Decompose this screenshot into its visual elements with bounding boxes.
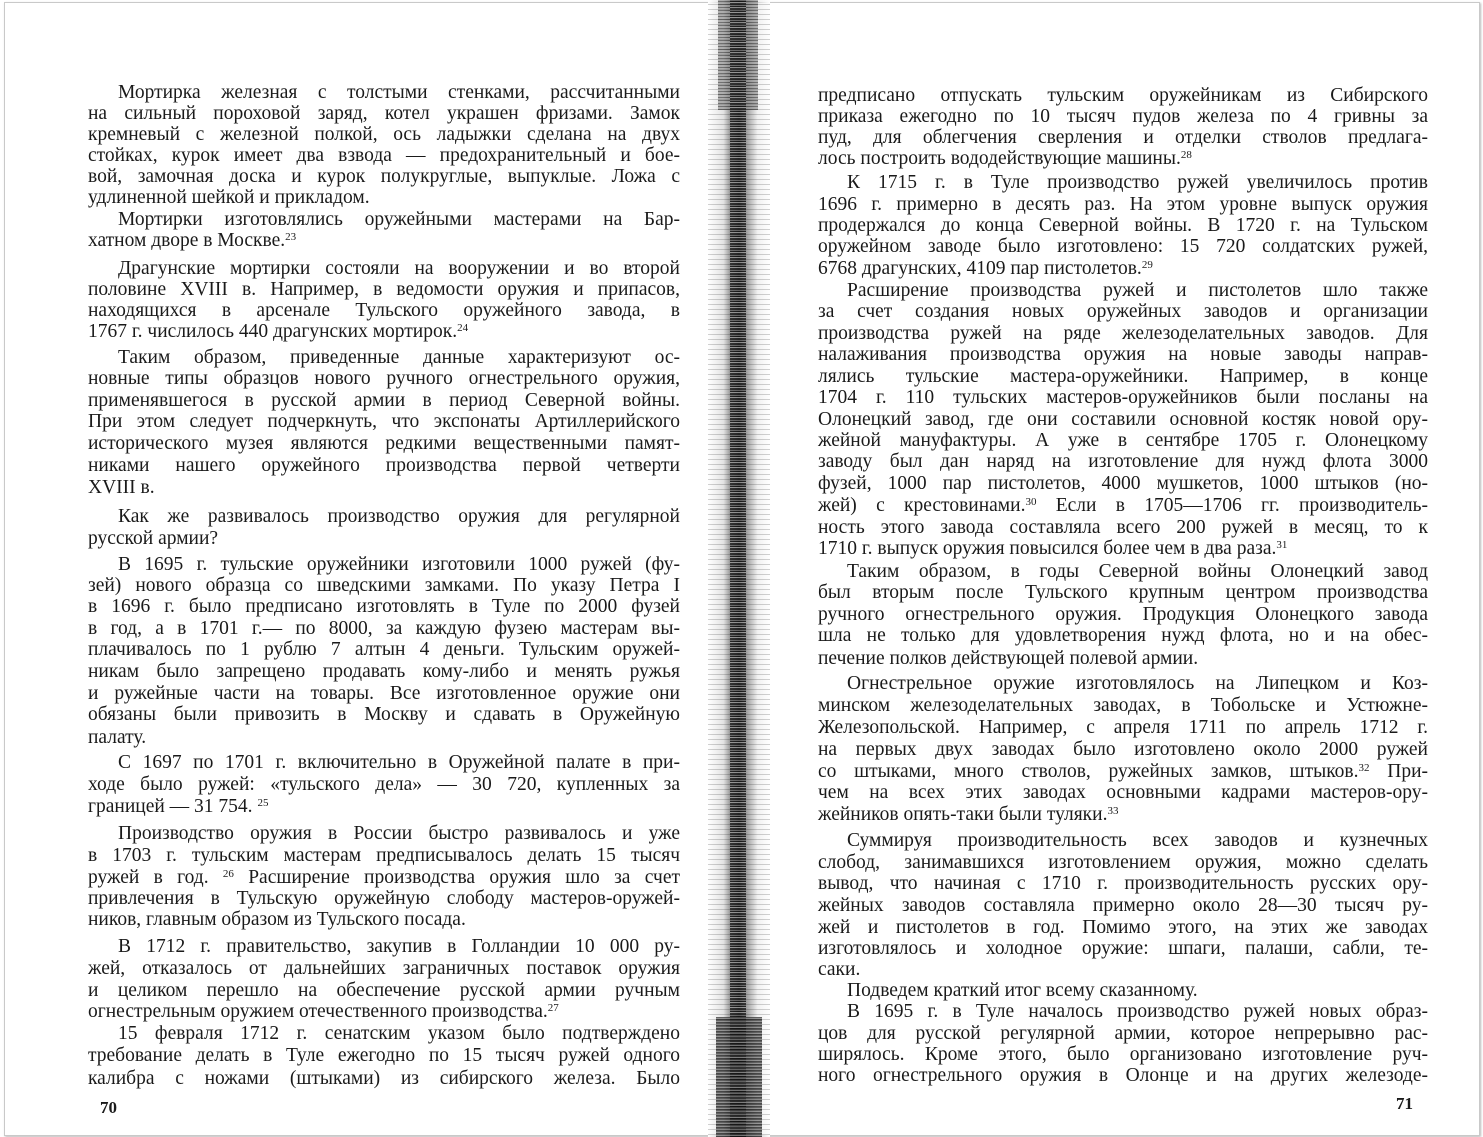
text-segment: ного огнестрельного оружия в Олонце и на других железоде- <box>818 1065 1428 1086</box>
text-segment: жей и пистолетов в год. Помимо этого, на этих же заводах <box>818 917 1428 938</box>
text-line <box>88 683 680 705</box>
paragraph-first-line <box>118 258 680 280</box>
text-line <box>818 895 1428 917</box>
text-segment: зей) нового образца со шведскими замками. По указу Петра I <box>88 575 680 596</box>
text-line <box>88 796 680 818</box>
text-line <box>88 166 680 188</box>
text-line <box>88 187 680 209</box>
text-segment: саки. <box>818 959 861 980</box>
text-line <box>818 538 1428 560</box>
text-segment: жейной мануфактуры. А уже в сентябре 1705 г. Олонецкому <box>818 430 1428 451</box>
text-line <box>818 127 1428 149</box>
book-gutter-shadow <box>708 0 770 1137</box>
text-line <box>88 1045 680 1067</box>
text-line <box>818 387 1428 409</box>
text-segment: плачивалось по 1 рублю 7 алтын 4 деньги. Тульским оружей- <box>88 639 680 660</box>
text-segment: русской армии? <box>88 528 219 549</box>
text-line <box>88 774 680 796</box>
paragraph-first-line <box>847 561 1428 583</box>
text-segment: в 1703 г. тульским мастерам предписывалось делать 15 тысяч <box>88 845 680 866</box>
text-segment: вывод, что начиная с 1710 г. производительность русских ору- <box>818 873 1428 894</box>
text-line <box>818 959 1428 981</box>
text-segment: и целиком перешло на обеспечение русской армии ручным <box>88 980 680 1001</box>
text-segment: ширялось. Кроме этого, было организовано изготовление руч- <box>818 1044 1428 1065</box>
text-segment: ручного огнестрельного оружия. Продукция Олонецкого завода <box>818 604 1428 625</box>
text-segment: никам было запрещено продавать кому-либо и менять ружья <box>88 661 680 682</box>
text-line <box>88 124 680 146</box>
text-segment: изготовлялось и холодное оружие: шпаги, палаши, сабли, те- <box>818 938 1428 959</box>
text-segment: продержался до конца Северной войны. В 1720 г. на Тульском <box>818 215 1428 236</box>
text-segment: производства ружей на ряде железоделательных заводов. Для <box>818 323 1428 344</box>
text-segment: слобод, занимавшихся изготовлением оружия, можно сделать <box>818 852 1428 873</box>
text-segment: XVIII в. <box>88 477 155 498</box>
text-line <box>88 909 680 931</box>
text-line <box>88 958 680 980</box>
text-line <box>818 344 1428 366</box>
paragraph-first-line <box>118 823 680 845</box>
text-line <box>818 1023 1428 1045</box>
text-segment: К 1715 г. в Туле производство ружей увеличилось против <box>847 172 1428 193</box>
footnote-reference: 25 <box>257 797 269 809</box>
paragraph-first-line <box>118 752 680 774</box>
text-segment: налаживания производства оружия на новые заводы направ- <box>818 344 1428 365</box>
text-segment: 15 февраля 1712 г. сенатским указом было подтверждено <box>118 1023 680 1044</box>
text-line <box>818 852 1428 874</box>
text-segment: хатном дворе в Москве. <box>88 230 286 251</box>
text-segment: цов для русской регулярной армии, которое непрерывно рас- <box>818 1023 1428 1044</box>
text-segment: исторического музея являются редкими вещественными памят- <box>88 433 680 454</box>
text-segment: за счет создания новых оружейных заводов и организации <box>818 301 1428 322</box>
text-segment: Мортирка железная с толстыми стенками, рассчитанными <box>118 82 680 103</box>
text-line <box>88 321 680 343</box>
footnote-reference: 32 <box>1358 762 1370 774</box>
text-segment: Мортирки изготовлялись оружейными мастерами на Бар- <box>118 209 680 230</box>
text-segment: лось построить вододействующие машины. <box>818 148 1181 169</box>
text-segment: удлиненной шейкой и прикладом. <box>88 187 370 208</box>
text-line <box>88 1001 680 1023</box>
text-line <box>818 648 1428 670</box>
text-segment: Огнестрельное оружие изготовлялось на Липецком и Коз- <box>847 673 1428 694</box>
text-line <box>818 301 1428 323</box>
footnote-reference: 26 <box>222 868 234 880</box>
paragraph-first-line <box>847 1001 1428 1023</box>
text-line <box>818 495 1428 517</box>
text-line <box>818 106 1428 128</box>
text-line <box>88 867 680 889</box>
text-line <box>88 477 680 499</box>
paragraph-first-line <box>118 82 680 104</box>
text-segment: Суммируя производительность всех заводов и кузнечных <box>847 830 1428 851</box>
text-segment: ников, главным образом из Тульского посада. <box>88 909 466 930</box>
text-segment: фузей, 1000 пар пистолетов, 4000 мушкетов, 1000 штыков (но- <box>818 473 1428 494</box>
text-line <box>818 938 1428 960</box>
paragraph-first-line <box>847 830 1428 852</box>
text-line <box>818 761 1428 783</box>
paragraph-first-line <box>118 347 680 369</box>
text-line <box>88 618 680 640</box>
text-segment: Таким образом, в годы Северной войны Олонецкий завод <box>847 561 1428 582</box>
text-line <box>818 604 1428 626</box>
text-line <box>818 323 1428 345</box>
footnote-reference: 28 <box>1180 149 1192 161</box>
text-segment: ность этого завода составляла всего 200 ружей в месяц, то к <box>818 517 1428 538</box>
text-line <box>818 236 1428 258</box>
text-line <box>818 85 1428 107</box>
text-segment: калибра с ножами (штыками) из сибирского железа. Было <box>88 1068 680 1089</box>
text-line <box>88 528 680 550</box>
text-line <box>88 980 680 1002</box>
page-number: 71 <box>1396 1094 1413 1113</box>
text-segment: на первых двух заводах было изготовлено около 2000 ружей <box>818 739 1428 760</box>
text-segment: был вторым после Тульского крупным центром производства <box>818 582 1428 603</box>
text-segment: жей) с крестовинами. <box>818 495 1026 516</box>
text-segment: обязаны были привозить в Москву и сдавать в Оружейную <box>88 704 680 725</box>
text-segment: вой, замочная доска и курок полукруглые, выпуклые. Ложа с <box>88 166 680 187</box>
text-segment: Таким образом, приведенные данные характеризуют ос- <box>118 347 680 368</box>
text-line <box>818 148 1428 170</box>
text-segment: стойках, курок имеет два взвода — предохранительный и бое- <box>88 145 680 166</box>
text-line <box>818 782 1428 804</box>
text-segment: применявшегося в русской армии в период Северной войны. <box>88 390 680 411</box>
text-segment: шла не только для удовлетворения нужд флота, но и на обес- <box>818 625 1428 646</box>
text-line <box>88 727 680 749</box>
text-segment: жейников опять-таки были туляки. <box>818 804 1108 825</box>
text-segment: половине XVIII в. Например, в ведомости оружия и припасов, <box>88 279 680 300</box>
text-line <box>88 368 680 390</box>
text-line <box>818 194 1428 216</box>
text-segment: на сильный пороховой заряд, котел украшен фризами. Замок <box>88 103 680 124</box>
text-line <box>818 430 1428 452</box>
text-segment: 1704 г. 110 тульских мастеров-оружейников были посланы на <box>818 387 1428 408</box>
text-line <box>818 625 1428 647</box>
footnote-reference: 27 <box>547 1002 559 1014</box>
text-segment: Производство оружия в России быстро развивалось и уже <box>118 823 680 844</box>
text-line <box>818 517 1428 539</box>
text-segment: Если в 1705—1706 гг. производитель- <box>1036 495 1428 516</box>
text-segment: 6768 драгунских, 4109 пар пистолетов. <box>818 258 1142 279</box>
text-segment: никами нашего оружейного производства первой четверти <box>88 455 680 476</box>
text-line <box>88 455 680 477</box>
paragraph-first-line <box>118 936 680 958</box>
text-segment: минском железоделательных заводах, в Тобольске и Устюжне- <box>818 695 1428 716</box>
text-segment: Олонецкий завод, где они составили основной костяк новой ору- <box>818 409 1428 430</box>
text-segment: Железопольской. Например, с апреля 1711 по апрель 1712 г. <box>818 717 1428 738</box>
text-line <box>818 695 1428 717</box>
text-segment: Драгунские мортирки состояли на вооружении и во второй <box>118 258 680 279</box>
text-line <box>88 1068 680 1090</box>
footnote-reference: 29 <box>1141 259 1153 271</box>
text-line <box>818 1065 1428 1087</box>
paragraph-first-line <box>118 209 680 231</box>
text-segment: печение полков действующей полевой армии. <box>818 648 1199 669</box>
text-segment: границей — 31 754. <box>88 796 258 817</box>
text-line <box>818 451 1428 473</box>
footnote-reference: 31 <box>1276 539 1288 551</box>
text-segment: жейных заводов составляла примерно около 28—30 тысяч ру- <box>818 895 1428 916</box>
text-segment: ходе было ружей: «тульского дела» — 30 720, купленных за <box>88 774 680 795</box>
text-segment: пуд, для облегчения сверления и отделки стволов предлага- <box>818 127 1428 148</box>
text-line <box>818 1044 1428 1066</box>
text-segment: В 1695 г. тульские оружейники изготовили 1000 ружей (фу- <box>118 554 680 575</box>
text-segment: предписано отпускать тульским оружейникам из Сибирского <box>818 85 1428 106</box>
footnote-reference: 30 <box>1025 496 1037 508</box>
text-segment: новные типы образцов нового ручного огнестрельного оружия, <box>88 368 680 389</box>
text-segment: требование делать в Туле ежегодно по 15 тысяч ружей одного <box>88 1045 680 1066</box>
text-line <box>88 145 680 167</box>
text-segment: 1767 г. числилось 440 драгунских мортирок. <box>88 321 458 342</box>
text-line <box>818 917 1428 939</box>
footnote-reference: 24 <box>457 322 469 334</box>
text-line <box>88 575 680 597</box>
text-segment: 1696 г. примерно в десять раз. На этом уровне выпуск оружия <box>818 194 1428 215</box>
text-line <box>88 390 680 412</box>
text-line <box>88 596 680 618</box>
text-line <box>88 433 680 455</box>
paragraph-first-line <box>847 172 1428 194</box>
text-line <box>818 739 1428 761</box>
paragraph-first-line <box>118 554 680 576</box>
text-line <box>818 215 1428 237</box>
text-segment: С 1697 по 1701 г. включительно в Оружейной палате в при- <box>118 752 680 773</box>
paragraph-first-line <box>847 980 1428 1002</box>
text-line <box>88 845 680 867</box>
text-segment: и ружейные части на товары. Все изготовленное оружие они <box>88 683 680 704</box>
text-segment: Как же развивалось производство оружия для регулярной <box>118 506 680 527</box>
footnote-reference: 23 <box>285 231 297 243</box>
text-line <box>88 411 680 433</box>
text-segment: ружей в год. <box>88 867 223 888</box>
text-segment: заводу был дан наряд на изготовление для нужд флота 3000 <box>818 451 1428 472</box>
text-line <box>818 258 1428 280</box>
paragraph-first-line <box>847 280 1428 302</box>
text-line <box>88 300 680 322</box>
text-line <box>818 873 1428 895</box>
text-segment: кремневый с железной полкой, ось ладыжки сделана на двух <box>88 124 680 145</box>
text-segment: Расширение производства ружей и пистолетов шло также <box>847 280 1428 301</box>
paragraph-first-line <box>118 1023 680 1045</box>
text-segment: Подведем краткий итог всему сказанному. <box>847 980 1198 1001</box>
text-segment: При этом следует подчеркнуть, что экспонаты Артиллерийского <box>88 411 680 432</box>
footnote-reference: 33 <box>1107 805 1119 817</box>
text-segment: чем на всех этих заводах основными кадрами мастеров-ору- <box>818 782 1428 803</box>
text-segment: лялись тульские мастера-оружейники. Например, в конце <box>818 366 1428 387</box>
text-line <box>88 704 680 726</box>
text-line <box>818 582 1428 604</box>
text-segment: жей, отказалось от дальнейших заграничных поставок оружия <box>88 958 680 979</box>
text-segment: приказа ежегодно по 10 тысяч пудов железа по 4 гривны за <box>818 106 1428 127</box>
text-segment: Расширение производства оружия шло за счет <box>233 867 681 888</box>
text-segment: оружейном заводе было изготовлено: 15 720 солдатских ружей, <box>818 236 1428 257</box>
text-segment: со штыками, много стволов, ружейных замков, штыков. <box>818 761 1359 782</box>
text-line <box>818 717 1428 739</box>
text-segment: огнестрельным оружием отечественного производства. <box>88 1001 548 1022</box>
text-line <box>88 103 680 125</box>
text-segment: При- <box>1369 761 1429 782</box>
text-line <box>818 409 1428 431</box>
text-line <box>88 639 680 661</box>
text-line <box>88 661 680 683</box>
text-line <box>88 888 680 910</box>
text-line <box>88 279 680 301</box>
text-segment: находящихся в арсенале Тульского оружейного завода, в <box>88 300 680 321</box>
text-line <box>818 366 1428 388</box>
text-segment: В 1712 г. правительство, закупив в Голландии 10 000 ру- <box>118 936 680 957</box>
text-segment: в 1696 г. было предписано изготовлять в Туле по 2000 фузей <box>88 596 680 617</box>
text-segment: палату. <box>88 727 147 748</box>
text-segment: 1710 г. выпуск оружия повысился более чем в два раза. <box>818 538 1277 559</box>
paragraph-first-line <box>118 506 680 528</box>
text-line <box>88 230 680 252</box>
text-line <box>818 473 1428 495</box>
text-segment: В 1695 г. в Туле началось производство ружей новых образ- <box>847 1001 1428 1022</box>
paragraph-first-line <box>847 673 1428 695</box>
text-segment: в год, а в 1701 г.— по 8000, за каждую фузею мастерам вы- <box>88 618 680 639</box>
text-segment: привлечения в Тульскую оружейную слободу мастеров-оружей- <box>88 888 680 909</box>
page-number: 70 <box>100 1098 117 1117</box>
text-line <box>818 804 1428 826</box>
